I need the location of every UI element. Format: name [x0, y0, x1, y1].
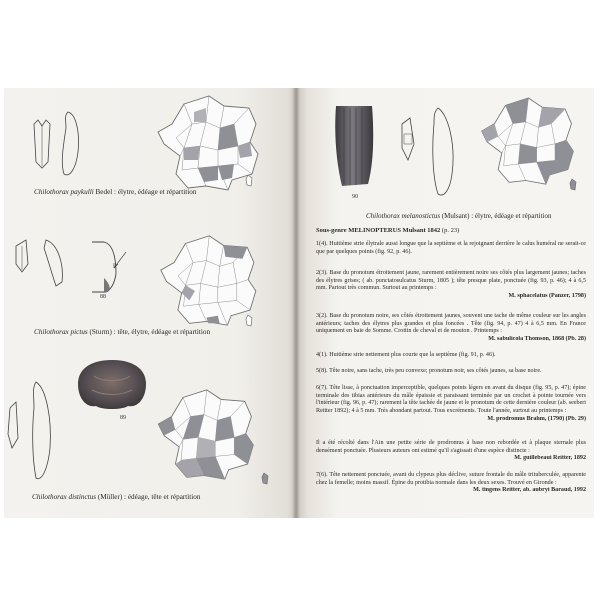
paykulli-elytre-drawing	[24, 102, 94, 182]
distinctus-distribution-map	[154, 388, 269, 483]
melanostictus-elytre-photo	[332, 102, 376, 190]
caption-distinctus: Chilothorax distinctus (Müller) : édéage, tête et répartition	[32, 493, 201, 501]
subgenus-heading: Sous-genre MELINOPTERUS Mulsant 1842 (p. 23)	[316, 227, 460, 234]
distinctus-edeage-drawing	[6, 378, 70, 488]
key-note-guillebeaui: Il a été récolté dans l'Ain une petite série de prodromus à base non rebordée et à plaque sternale plus densément ponctuée. Plusieurs auteurs ont estimé qu'il s'agissait d'une espèce distincte : M. guillebeaui Reitter, 1892	[316, 440, 586, 462]
fig-90-number: 90	[352, 194, 358, 200]
key-entry-7: 7(6). Tête nettement ponctuée, avant du clypeus plus déclive, suture frontale du mâle trituberculée, apparente chez la femelle; moins massif. Épine du protibia normale dans les deux sexes. Trouvé en Gironde : M. tingens Reitter, ab. aubryi Baraud, 1992	[316, 472, 586, 494]
distinctus-head-photo	[72, 354, 152, 414]
melanostictus-edeage-drawing	[388, 104, 478, 200]
key-entry-5: 5(8). Tête noire, sans tache, très peu convexe; pronotum noir, ses côtés jaunes, sa base noire.	[316, 368, 542, 374]
paykulli-distribution-map	[154, 94, 274, 194]
distinctus-corsica	[260, 472, 270, 486]
key-entry-6: 6(7). Tête lisse, à ponctuation imperceptible, quelques points légers en avant du disque (fig. 95, p. 47); épine terminale des tibias antérieurs du mâle épaissie et paraissant terminée par un crochet à pointe tournée vers l'intérieur (fig. 96, p. 47); rarement la tête tachée de jaune et le pronotum de cette dernière couleur (ab. seeberi Reitter 1892); 4 à 5 mm. Très abondant partout. Tous excréments. Toute l'année, surtout au printemps : M. prodromus Brahm, (1790) (Pb. 29)	[316, 385, 586, 422]
book-gutter	[292, 88, 300, 518]
caption-paykulli: Chilothorax paykulli Bedel : élytre, édéage et répartition	[34, 188, 197, 196]
melanostictus-corsica	[568, 178, 578, 192]
melanostictus-distribution-map	[478, 94, 588, 190]
left-page	[4, 88, 296, 518]
key-entry-1: 1(4). Huitième strie élytrale aussi longue que la septième et la rejoignant derrière le calus huméral ne serait-ce que par quelques points (fig. 92, p. 46).	[316, 241, 586, 255]
caption-melanostictus: Chilothorax melanostictus (Mulsant) : élytre, édéage et répartition	[366, 212, 552, 220]
key-entry-2: 2(3). Base du pronotum étroitement jaune, rarement entièrement noire ses côtés plus largement jaunes; taches des élytres grises; ( ab. punctatosulcatus Sturm, 1805 ); tête presque plate, ponctuée (fig. 93, p. 46); 4 à 6,5 mm. Partout très commun. Surtout au printemps : M. sphacelatus (Panzer, 1798)	[316, 270, 586, 300]
caption-pictus: Chilothorax pictus (Sturm) : tête, élytre, édéage et répartition	[34, 328, 211, 336]
open-book	[4, 88, 594, 518]
key-entry-3: 3(2). Base du pronotum noire, ses côtés étroitement jaunes, souvent une tache de même couleur sur les angles antérieurs; taches des élytres plus grandes et plus foncées . Tête (fig. 94, p. 47) 4 à 6,5 mm. En France uniquement en baie de Somme. Crottin de cheval et de mouton . Printemps : M. sabulicola Thomson, 1868 (Pb. 28)	[316, 313, 586, 343]
paykulli-corsica	[244, 174, 254, 188]
pictus-corsica	[244, 314, 254, 328]
fig-89-number: 89	[120, 415, 126, 421]
pictus-drawings	[8, 234, 148, 306]
key-entry-4: 4(1). Huitième strie nettement plus courte que la septième (fig. 91, p. 46).	[316, 352, 496, 358]
pictus-distribution-map	[154, 234, 274, 329]
fig-88-number: 88	[100, 294, 106, 300]
right-page	[296, 88, 594, 518]
